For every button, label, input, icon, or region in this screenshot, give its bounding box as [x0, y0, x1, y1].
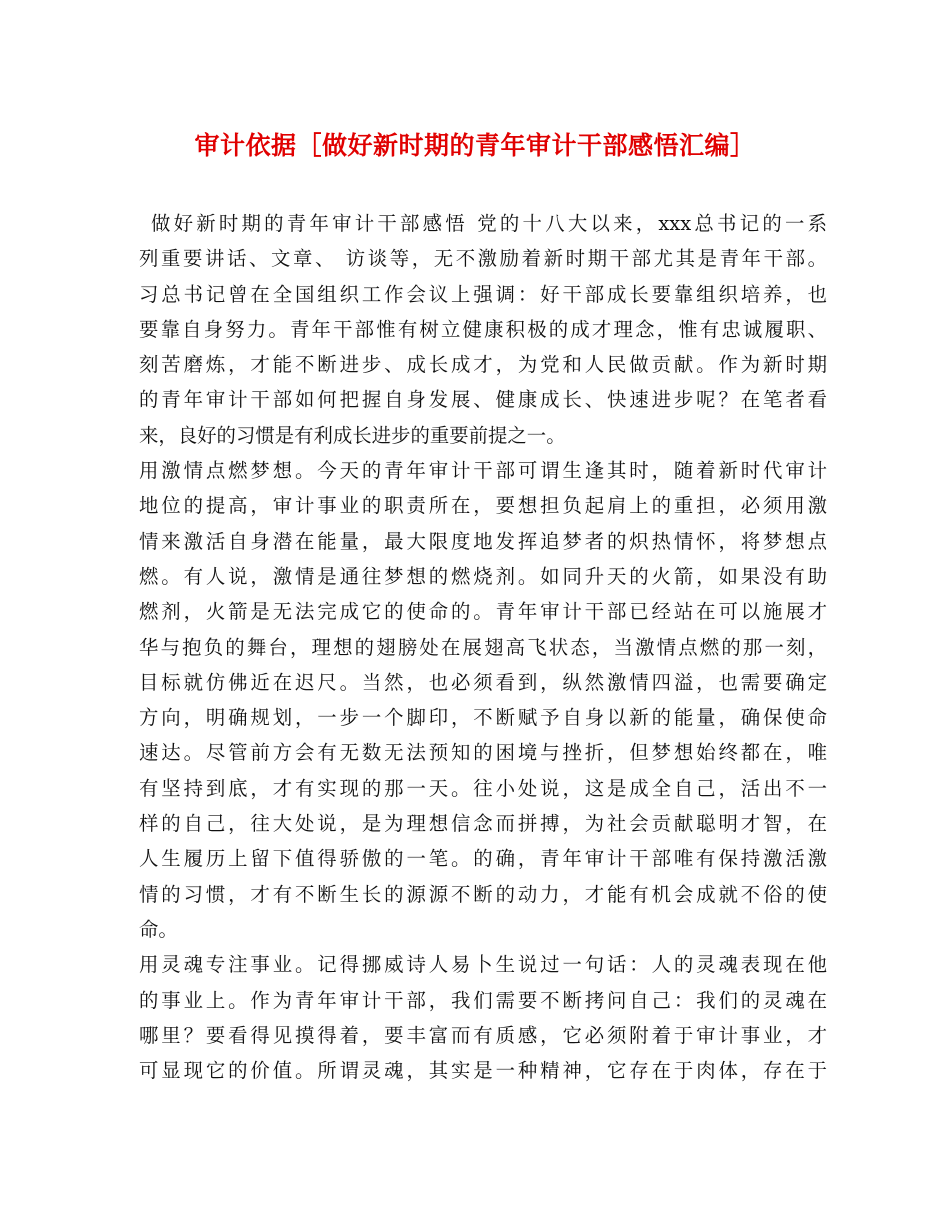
body-line: 方向，明确规划，一步一个脚印，不断赋予自身以新的能量，确保使命 — [139, 706, 827, 730]
body-line: 列重要讲话、文章、 访谈等，无不激励着新时期干部尤其是青年干部。 — [139, 247, 827, 271]
body-line: 的事业上。作为青年审计干部，我们需要不断拷问自己：我们的灵魂在 — [139, 988, 827, 1012]
body-line: 华与抱负的舞台，理想的翅膀处在展翅高飞状态，当激情点燃的那一刻， — [139, 635, 827, 659]
body-line: 目标就仿佛近在迟尺。当然，也必须看到，纵然激情四溢，也需要确定 — [139, 670, 827, 694]
document-title: 审计依据［做好新时期的青年审计干部感悟汇编］ — [194, 131, 756, 160]
body-line: 命。 — [139, 917, 178, 941]
body-line: 有坚持到底，才有实现的那一天。往小处说，这是成全自己，活出不一 — [139, 776, 827, 800]
body-line: 情的习惯，才有不断生长的源源不断的动力，才能有机会成就不俗的使 — [139, 882, 827, 906]
body-line: 人生履历上留下值得骄傲的一笔。的确，青年审计干部唯有保持激活激 — [139, 847, 827, 871]
body-line: 来，良好的习惯是有利成长进步的重要前提之一。 — [139, 423, 566, 447]
body-line: 做好新时期的青年审计干部感悟 党的十八大以来，xxx总书记的一系 — [151, 212, 827, 235]
body-line: 用激情点燃梦想。今天的青年审计干部可谓生逢其时，随着新时代审计 — [139, 459, 827, 483]
body-line: 燃。有人说，激情是通往梦想的燃烧剂。如同升天的火箭，如果没有助 — [139, 564, 827, 588]
body-line: 习总书记曾在全国组织工作会议上强调：好干部成长要靠组织培养，也 — [139, 282, 827, 306]
body-line: 用灵魂专注事业。记得挪威诗人易卜生说过一句话：人的灵魂表现在他 — [139, 953, 827, 977]
body-line: 速达。尽管前方会有无数无法预知的困境与挫折，但梦想始终都在，唯 — [139, 741, 827, 765]
body-line: 可显现它的价值。所谓灵魂，其实是一种精神，它存在于肉体，存在于 — [139, 1059, 827, 1083]
body-line: 燃剂，火箭是无法完成它的使命的。青年审计干部已经站在可以施展才 — [139, 600, 827, 624]
body-line: 的青年审计干部如何把握自身发展、健康成长、快速进步呢？在笔者看 — [139, 388, 827, 412]
body-line: 哪里？要看得见摸得着，要丰富而有质感，它必须附着于审计事业，才 — [139, 1023, 827, 1047]
body-line: 要靠自身努力。青年干部惟有树立健康积极的成才理念，惟有忠诚履职、 — [139, 317, 827, 341]
document-body — [139, 206, 827, 1088]
body-line: 样的自己，往大处说，是为理想信念而拼搏，为社会贡献聪明才智，在 — [139, 812, 827, 836]
body-line: 刻苦磨炼，才能不断进步、成长成才，为党和人民做贡献。作为新时期 — [139, 353, 827, 377]
body-line: 地位的提高，审计事业的职责所在，要想担负起肩上的重担，必须用激 — [139, 494, 827, 518]
body-line: 情来激活自身潜在能量，最大限度地发挥追梦者的炽热情怀，将梦想点 — [139, 529, 827, 553]
